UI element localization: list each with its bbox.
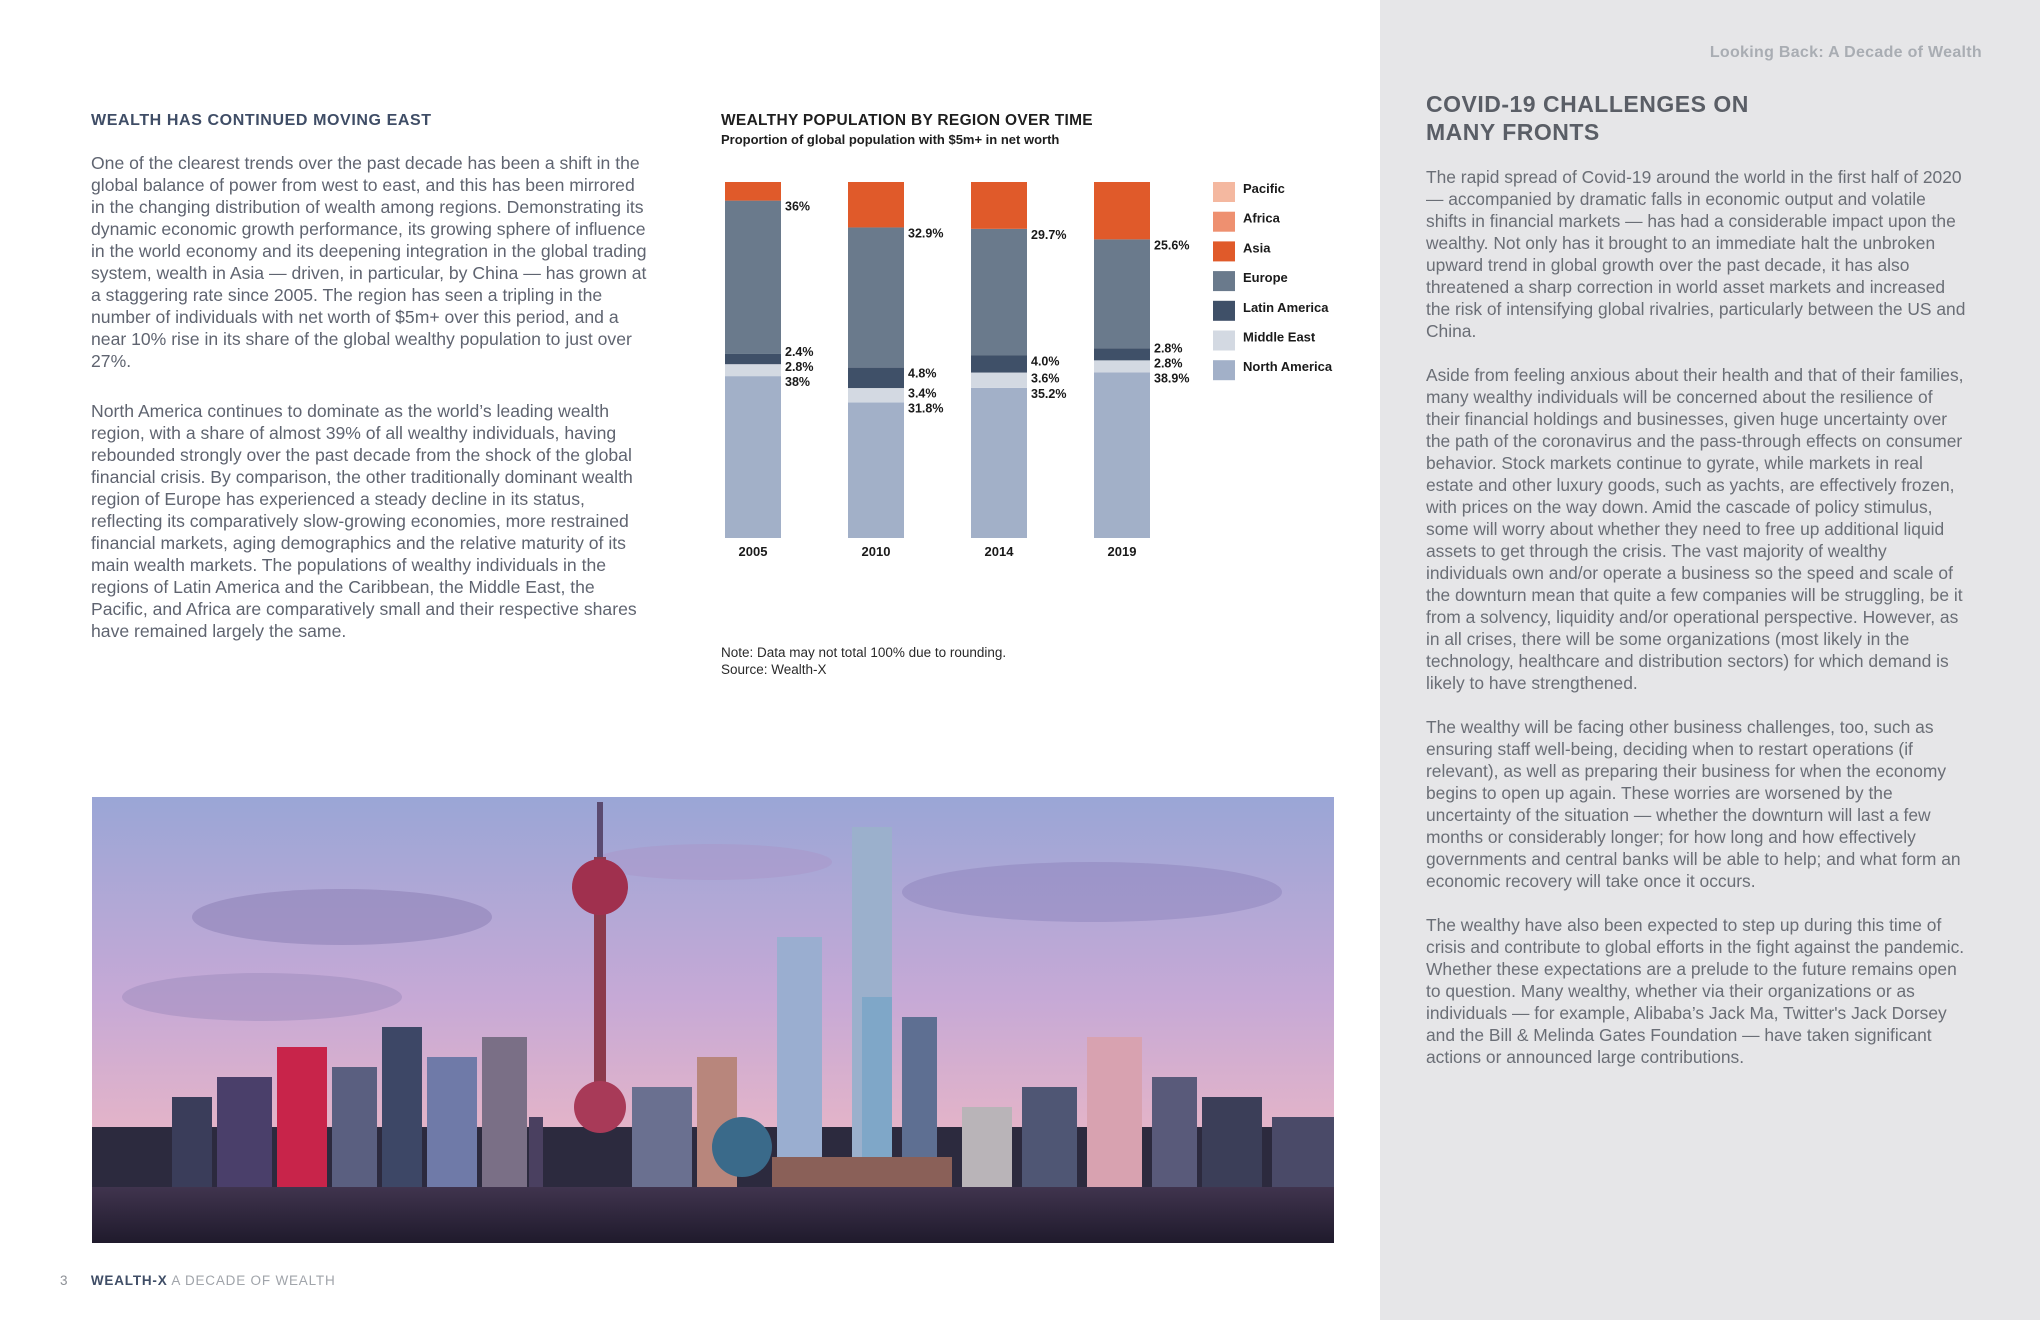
chart-note-text: Note: Data may not total 100% due to rounding.	[721, 645, 1007, 660]
shanghai-skyline-photo	[92, 797, 1334, 1243]
bar-segment-north-america	[1094, 372, 1150, 538]
data-label-europe: 29.7%	[1031, 227, 1067, 242]
sidebar-title-line: COVID-19 CHALLENGES ON	[1426, 91, 1749, 117]
sidebar-paragraph: The wealthy have also been expected to step up during this time of crisis and contribute to global efforts in the fight against the pandemic. Whether these expectations are a prelude to the future remains open to question. Many wealthy, whether via their organizations or as individuals — for example, Alibaba’s Jack Ma, Twitter's Jack Dorsey and the Bill & Melinda Gates Foundation — have taken significant actions or announced large contributions.	[1426, 915, 1965, 1067]
legend-label: Europe	[1243, 270, 1288, 286]
bar-segment-latin-america	[848, 368, 904, 388]
legend-label: Latin America	[1243, 299, 1329, 315]
sidebar-title	[1426, 90, 1966, 146]
bar-segment-asia	[971, 182, 1027, 229]
bar-segment-asia	[848, 182, 904, 227]
bar-segment-middle-east	[848, 388, 904, 402]
bar-segment-europe	[725, 201, 781, 354]
data-label-latin-america: 2.4%	[785, 345, 814, 360]
data-label-middle-east: 3.4%	[908, 386, 937, 401]
running-header: Looking Back: A Decade of Wealth	[1709, 44, 1982, 61]
sidebar-paragraph: The wealthy will be facing other business challenges, too, such as ensuring staff well-being, deciding when to restart operations (if relevant), as well as preparing their business for when the economy begins to open up again. These worries are worsened by the uncertainty of the situation — whether the downturn will last a few months or considerably longer; for how long and how effectively governments and central banks will be able to help; and what form an economic recovery will take once it occurs.	[1426, 717, 1961, 891]
legend-swatch	[1213, 212, 1235, 232]
chart-subtitle: Proportion of global population with $5m+ in net worth	[721, 132, 1060, 147]
legend-swatch	[1213, 271, 1235, 291]
legend-swatch	[1213, 182, 1235, 202]
bar-segment-europe	[848, 227, 904, 367]
legend-label: Pacific	[1243, 182, 1285, 196]
x-tick-label: 2014	[984, 544, 1014, 559]
x-tick-label: 2010	[861, 544, 891, 559]
page-number: 3	[60, 1273, 69, 1288]
legend-label: North America	[1243, 359, 1333, 375]
chart-note	[721, 644, 1006, 678]
left-column	[91, 112, 651, 670]
bar-segment-europe	[1094, 239, 1150, 348]
legend-label: Middle East	[1243, 329, 1316, 345]
paragraph: One of the clearest trends over the past decade has been a shift in the global balance of power from west to east, and this has been mirrored in the changing distribution of wealth among regions. Demonstrating its dynamic economic growth performance, its growing sphere of influence in the world economy and its deepening integration in the global trading system, wealth in Asia — driven, in particular, by China — has grown at a staggering rate since 2005. The region has seen a tripling in the number of individuals with net worth of $5m+ over this period, and a near 10% rise in its share of the global wealthy population to just over 27%.	[91, 153, 647, 371]
right-column	[1426, 90, 1966, 1090]
data-label-latin-america: 2.8%	[1154, 341, 1183, 356]
footer-subtitle: A DECADE OF WEALTH	[171, 1273, 336, 1288]
bar-segment-north-america	[848, 403, 904, 538]
bar-segment-asia	[1094, 182, 1150, 239]
data-label-north-america: 35.2%	[1031, 386, 1067, 401]
bar-segment-latin-america	[725, 354, 781, 364]
bar-segment-asia	[725, 182, 781, 201]
legend-swatch	[1213, 331, 1235, 351]
legend-swatch	[1213, 360, 1235, 380]
legend-swatch	[1213, 241, 1235, 261]
bar-segment-middle-east	[725, 364, 781, 376]
bar-segment-latin-america	[971, 355, 1027, 372]
sidebar-paragraph: Aside from feeling anxious about their health and that of their families, many wealthy individuals will be concerned about the resilience of their financial holdings and businesses, given huge uncertainty over the path of the coronavirus and the pass-through effects on consumer behavior. Stock markets continue to gyrate, while markets in real estate and other luxury goods, such as yachts, are effectively frozen, with prices on the way down. Amid the cascade of policy stimulus, some will worry about whether they need to free up additional liquid assets to get through the crisis. The vast majority of wealthy individuals own and/or operate a business so the speed and scale of the downturn mean that quite a few companies will be struggling, be it from a solvency, liquidity and/or operational perspective. However, as in all crises, there will be some organizations (most likely in the technology, healthcare and distribution sectors) for which demand is likely to have strengthened.	[1426, 365, 1964, 693]
data-label-north-america: 38%	[785, 375, 811, 390]
paragraph: North America continues to dominate as the world’s leading wealth region, with a share of almost 39% of all wealthy individuals, having rebounded strongly over the past decade from the shock of the global financial crisis. By comparison, the other traditionally dominant wealth region of Europe has experienced a steady decline in its status, reflecting its comparatively slow-growing economies, more restrained financial markets, aging demographics and the relative maturity of its main wealth markets. The populations of wealthy individuals in the regions of Latin America and the Caribbean, the Middle East, the Pacific, and Africa are comparatively small and their respective shares have remained largely the same.	[91, 401, 637, 641]
bar-segment-north-america	[971, 388, 1027, 538]
sidebar-title-line: MANY FRONTS	[1426, 119, 1600, 145]
legend-label: Africa	[1243, 210, 1280, 226]
data-label-europe: 32.9%	[908, 226, 944, 241]
chart-title: WEALTHY POPULATION BY REGION OVER TIME	[721, 112, 1093, 129]
x-tick-label: 2019	[1107, 544, 1137, 559]
data-label-europe: 36%	[785, 199, 811, 214]
chart-source-text: Source: Wealth-X	[721, 662, 827, 677]
section-title: WEALTH HAS CONTINUED MOVING EAST	[91, 112, 432, 129]
sidebar-paragraph: The rapid spread of Covid-19 around the world in the first half of 2020 — accompanied by dramatic falls in economic output and volatile shifts in financial markets — has had a considerable impact upon the wealthy. Not only has it brought to an immediate halt the unbroken upward trend in global growth over the past decade, it has also threatened a sharp correction in world asset markets and increased the risk of intensifying global rivalries, particularly between the US and China.	[1426, 167, 1966, 341]
data-label-middle-east: 2.8%	[785, 360, 814, 375]
data-label-latin-america: 4.8%	[908, 366, 937, 381]
bar-segment-latin-america	[1094, 348, 1150, 360]
legend-label: Asia	[1243, 240, 1271, 256]
data-label-middle-east: 2.8%	[1154, 356, 1183, 371]
data-label-north-america: 31.8%	[908, 401, 944, 416]
legend-swatch	[1213, 301, 1235, 321]
chart-container	[721, 112, 1361, 677]
bar-segment-middle-east	[971, 373, 1027, 388]
bar-segment-europe	[971, 229, 1027, 356]
data-label-europe: 25.6%	[1154, 238, 1190, 253]
bar-segment-north-america	[725, 376, 781, 538]
x-tick-label: 2005	[738, 544, 768, 559]
bar-segment-middle-east	[1094, 360, 1150, 372]
page-footer	[60, 1273, 336, 1288]
data-label-latin-america: 4.0%	[1031, 354, 1060, 369]
data-label-north-america: 38.9%	[1154, 371, 1190, 386]
footer-brand: WEALTH-X	[90, 1273, 168, 1288]
data-label-middle-east: 3.6%	[1031, 371, 1060, 386]
stacked-bar-chart	[721, 182, 1361, 642]
